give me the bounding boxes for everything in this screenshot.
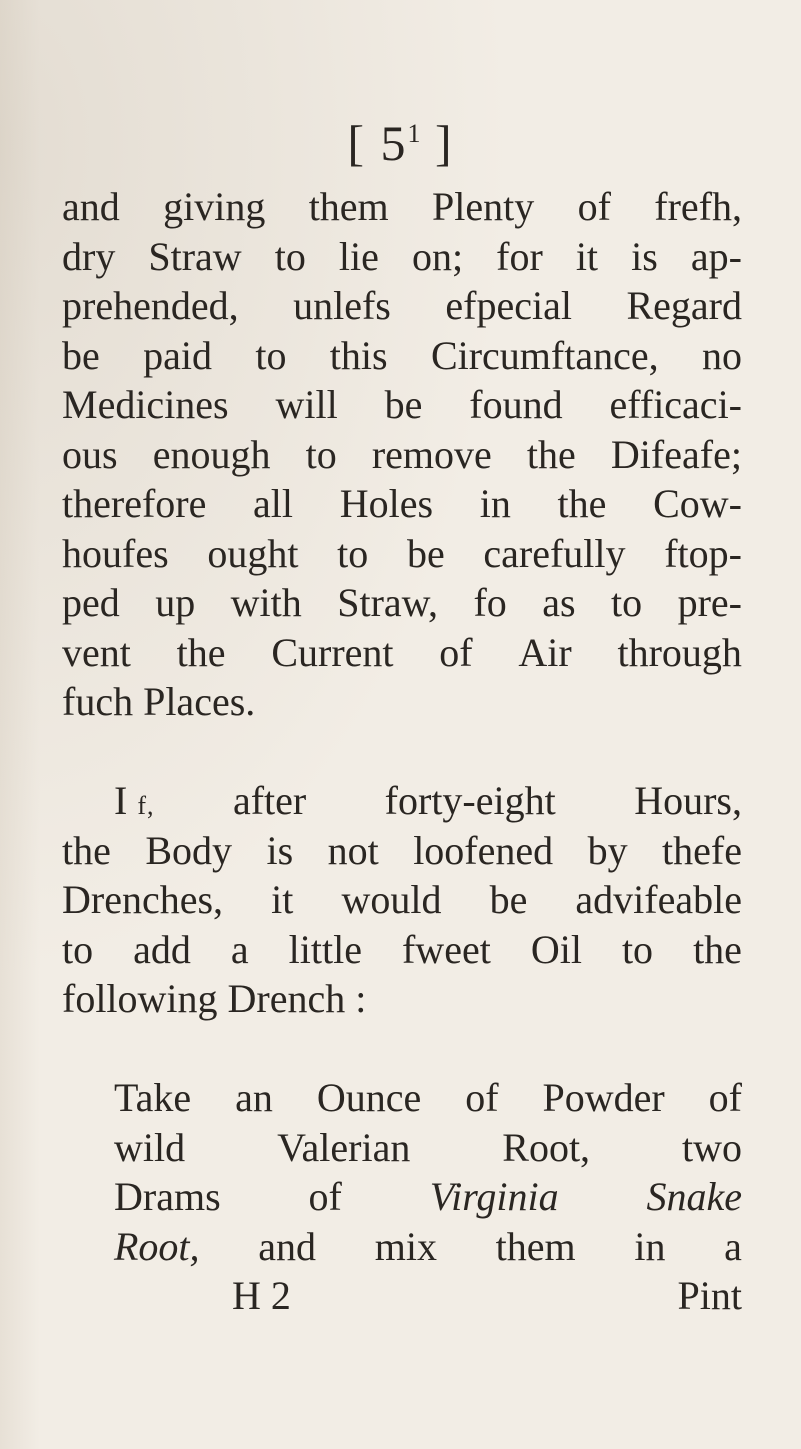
p1-line: ous enough to remove the Difeafe; <box>62 431 742 477</box>
recipe-line-4: Root, and mix them in a <box>114 1223 742 1269</box>
rc-line: Take an Ounce of Powder of <box>114 1075 742 1120</box>
paragraph-2-last-line: following Drench : <box>62 976 367 1021</box>
signature-mark: H 2 <box>232 1273 291 1318</box>
p2-line: Drenches, it would be advifeable <box>62 877 742 922</box>
header-open: [ 5 <box>347 115 408 171</box>
p1-line: and giving them Plenty of frefh, <box>62 184 742 229</box>
page-body <box>62 182 742 1321</box>
p1-line: houfes ought to be carefully ftop- <box>62 530 742 576</box>
dropcap: I f, <box>114 778 155 823</box>
signature-line <box>62 1271 742 1321</box>
recipe-block <box>62 1073 742 1172</box>
header-close: ] <box>420 115 454 171</box>
recipe-line-3: Drams of Virginia Snake <box>114 1174 742 1219</box>
p1-line: Medicines will be found efficaci- <box>62 382 742 427</box>
paragraph-2-first-line: I f, after forty-eight Hours, <box>62 776 742 826</box>
catchword: Pint <box>677 1273 742 1318</box>
paragraph-1-last-line: fuch Places. <box>62 679 256 724</box>
page-number-header <box>0 115 801 171</box>
p1-line: be paid to this Circumftance, no <box>62 332 742 378</box>
p1-line: dry Straw to lie on; for it is ap- <box>62 233 742 279</box>
p1-line: therefore all Holes in the Cow- <box>62 481 742 526</box>
p1-line: vent the Current of Air through <box>62 629 742 675</box>
p1-line: prehended, unlefs efpecial Regard <box>62 283 742 328</box>
paragraph-1 <box>62 182 742 677</box>
paragraph-2 <box>62 826 742 975</box>
rc-line: wild Valerian Root, two <box>114 1124 742 1170</box>
header-sup: 1 <box>407 119 421 148</box>
p2-line: the Body is not loofened by thefe <box>62 827 742 873</box>
p2-line: to add a little fweet Oil to the <box>62 926 742 972</box>
p1-line: ped up with Straw, fo as to pre- <box>62 580 742 625</box>
